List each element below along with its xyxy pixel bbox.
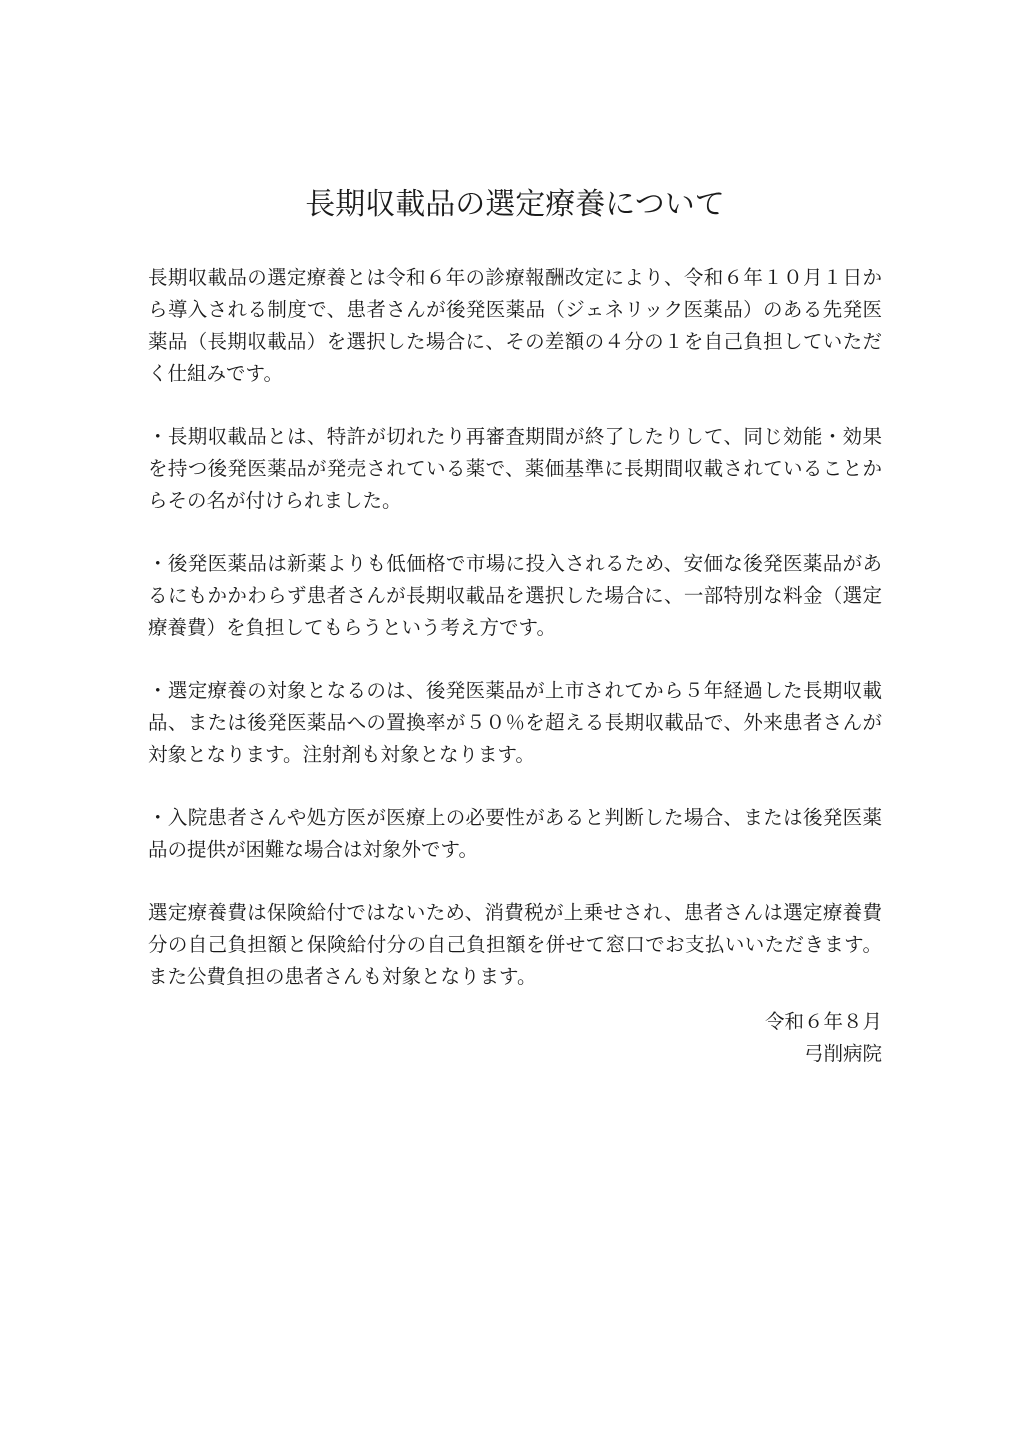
bullet-exclusions: ・入院患者さんや処方医が医療上の必要性があると判断した場合、または後発医薬品の提供が困難な場合は対象外です。 [148,806,882,861]
signature-block [765,1006,882,1070]
issue-date: 令和６年８月 [764,1010,882,1033]
bullet-long-listed-definition: ・長期収載品とは、特許が切れたり再審査期間が終了したりして、同じ効能・効果を持つ後発医薬品が発売されている薬で、薬価基準に長期間収載されていることからその名が付けられました。 [148,425,882,512]
intro-paragraph: 長期収載品の選定療養とは令和６年の診療報酬改定により、令和６年１０月１日から導入される制度で、患者さんが後発医薬品（ジェネリック医薬品）のある先発医薬品（長期収載品）を選択した場合に、その差額の４分の１を自己負担していただく仕組みです。 [148,266,882,385]
payment-paragraph: 選定療養費は保険給付ではないため、消費税が上乗せされ、患者さんは選定療養費分の自己負担額と保険給付分の自己負担額を併せて窓口でお支払いいただきます。また公費負担の患者さんも対象となります。 [148,901,882,988]
bullet-generic-price-rationale: ・後発医薬品は新薬よりも低価格で市場に投入されるため、安価な後発医薬品があるにもかかわらず患者さんが長期収載品を選択した場合に、一部特別な料金（選定療養費）を負担してもらうという考え方です。 [148,552,882,639]
issuer-name: 弓削病院 [803,1042,882,1065]
bullet-eligibility-criteria: ・選定療養の対象となるのは、後発医薬品が上市されてから５年経過した長期収載品、または後発医薬品への置換率が５０％を超える長期収載品で、外来患者さんが対象となります。注射剤も対象となります。 [148,679,882,766]
document-title: 長期収載品の選定療養について [305,187,725,222]
document-body [148,262,882,993]
